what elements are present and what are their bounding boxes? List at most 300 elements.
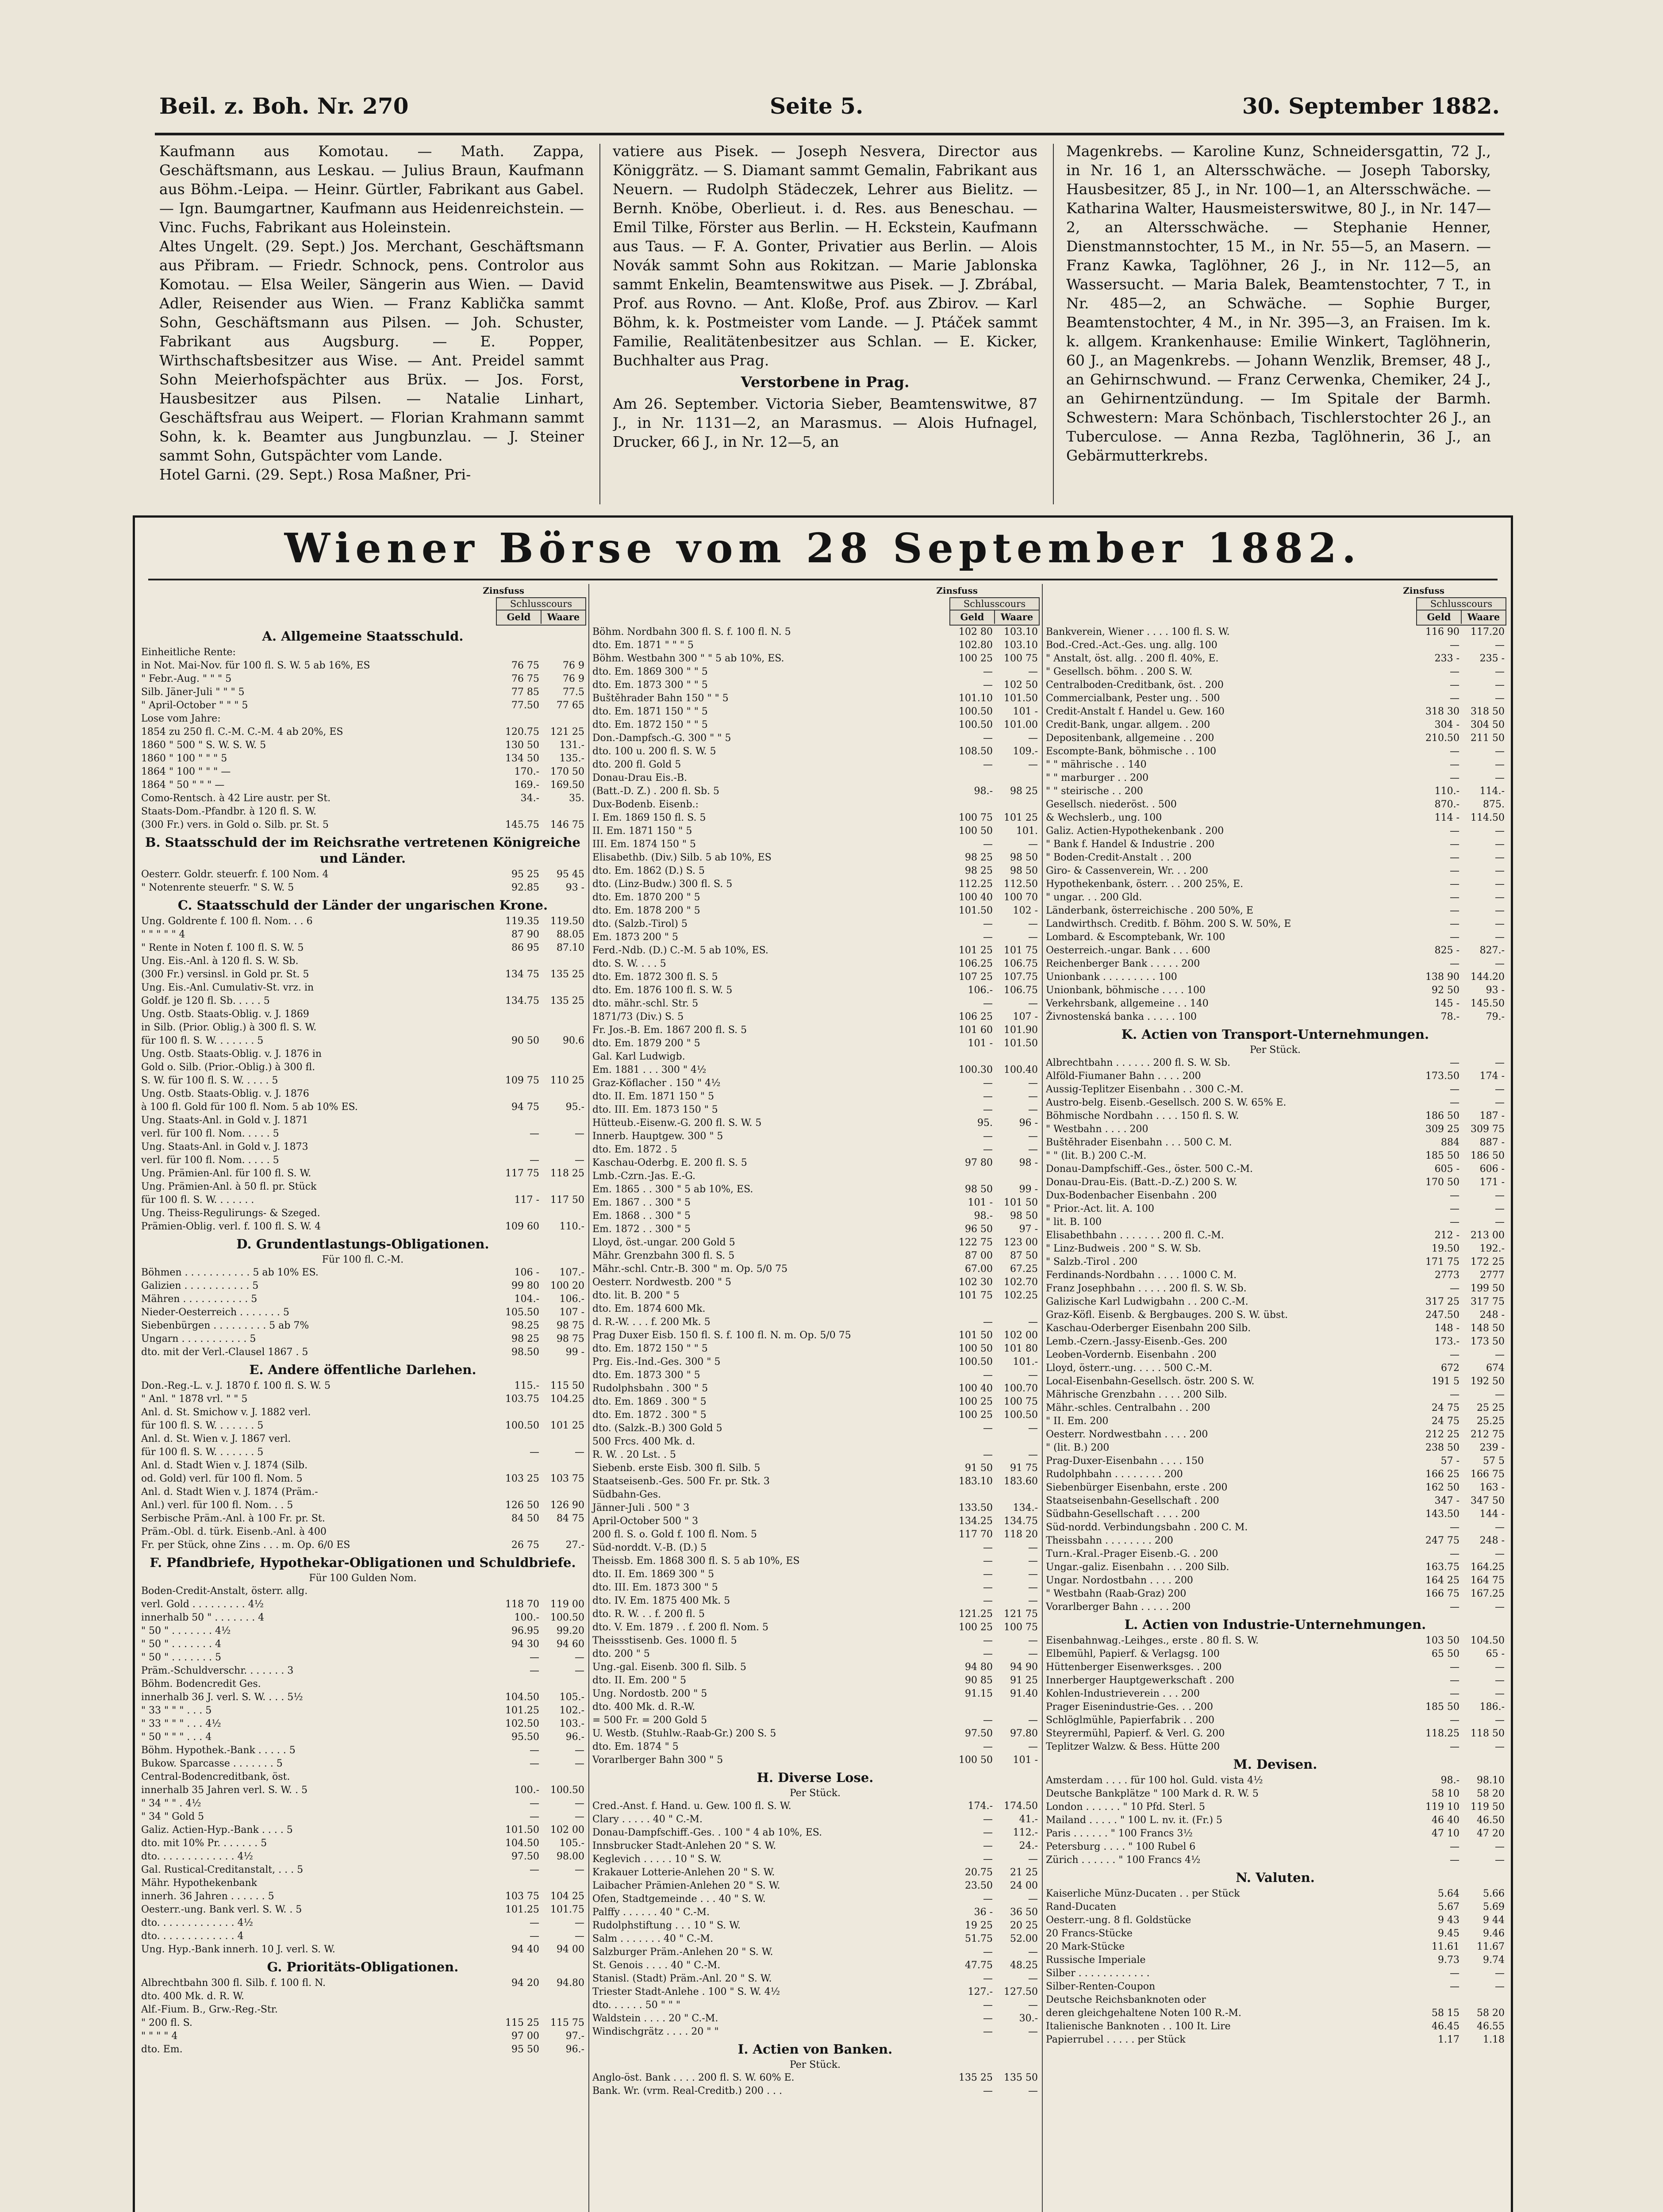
geld-value: — (1450, 1522, 1459, 1533)
waare-value: 9.74 (1483, 1955, 1505, 1966)
geld-value (950, 798, 995, 811)
waare-value: — (1028, 1854, 1038, 1865)
security-name: dto. S. W. . . . 5 (592, 958, 666, 969)
table-row (591, 679, 1040, 692)
security-name: " " " " " 4 (141, 929, 185, 940)
table-row (1044, 1940, 1506, 1954)
table-row (591, 1395, 1040, 1409)
geld-value: 5.64 (1438, 1888, 1459, 1899)
waare-value: 5.66 (1483, 1888, 1505, 1899)
waare-value: — (1495, 1981, 1505, 1992)
table-row (139, 1810, 586, 1824)
waare-value: 186.- (1479, 1701, 1505, 1713)
schlusscours-label: Schlusscours (950, 598, 1039, 611)
table-row (591, 1594, 1040, 1608)
waare-value: 127.50 (1004, 1986, 1038, 1997)
bourse-column-3 (1044, 584, 1506, 2212)
waare-value: 76 9 (563, 660, 584, 671)
table-row (139, 1585, 586, 1598)
waare-value: 95 45 (557, 869, 584, 880)
waare-value: 148 50 (1471, 1323, 1505, 1334)
table-row (1044, 838, 1506, 851)
geld-value: 101 60 (959, 1025, 993, 1036)
waare-value: 166 75 (1471, 1469, 1505, 1480)
security-name: Em. 1881 . . . 300 " 4½ (592, 1064, 707, 1075)
table-row (139, 1678, 586, 1691)
table-row (1044, 1587, 1506, 1601)
security-name: Graz-Köfl. Eisenb. & Bergbauges. 200 S. W. übst. (1046, 1310, 1288, 1321)
geld-value: 98.- (1440, 1775, 1459, 1786)
waare-value: 119 50 (1471, 1801, 1505, 1813)
table-row (591, 1342, 1040, 1356)
geld-value: 672 (1441, 1363, 1459, 1374)
waare-value: 115 75 (550, 2017, 584, 2028)
geld-value: — (1450, 680, 1459, 691)
geld-value: 90 85 (965, 1675, 993, 1686)
table-row (139, 1598, 586, 1611)
geld-value: 117 75 (505, 1168, 539, 1179)
waare-value: — (1495, 1084, 1505, 1095)
geld-value: 95. (977, 1118, 993, 1129)
security-name: Innerberger Hauptgewerkschaft . 200 (1046, 1675, 1234, 1686)
waare-value: 94 90 (1010, 1662, 1038, 1673)
geld-value: 605 - (1434, 1164, 1459, 1175)
waare-value (542, 646, 586, 659)
geld-value: — (1450, 1741, 1459, 1752)
security-name: Credit-Anstalt f. Handel u. Gew. 160 (1046, 706, 1225, 717)
table-row (139, 1406, 586, 1419)
geld-value: — (1450, 932, 1459, 943)
waare-value: 235 - (1479, 653, 1505, 664)
security-name: Unionbank, böhmische . . . . 100 (1046, 985, 1206, 996)
waare-value (995, 1302, 1040, 1316)
security-name: " Anl. " 1878 vrl. " " 5 (141, 1394, 248, 1405)
column-divider (1053, 144, 1054, 504)
security-name: innerhalb 50 " . . . . . . . 4 (141, 1612, 265, 1623)
security-name: Oesterr. Nordwestb. 200 " 5 (592, 1277, 732, 1288)
table-row (591, 1103, 1040, 1117)
security-name: Em. 1872 . . 300 " 5 (592, 1224, 691, 1235)
geld-value: — (983, 1595, 993, 1606)
waare-value: 90.6 (563, 1035, 584, 1046)
waare-value: — (1028, 1423, 1038, 1434)
waare-value: 114.50 (1471, 812, 1505, 823)
waare-value: 48.25 (1010, 1960, 1038, 1971)
waare-value: 167.25 (1471, 1588, 1505, 1599)
geld-value: — (1450, 1715, 1459, 1726)
table-row (591, 851, 1040, 864)
section-heading: L. Actien von Industrie-Unternehmungen. (1124, 1617, 1426, 1632)
geld-value: — (983, 1091, 993, 1102)
waare-value: 79.- (1486, 1011, 1505, 1022)
table-row (1044, 1740, 1506, 1754)
table-row (591, 1316, 1040, 1329)
waare-value (542, 1525, 586, 1539)
security-name: Ungar.-galiz. Eisenbahn . . . 200 Silb. (1046, 1562, 1229, 1573)
table-row (1044, 798, 1506, 811)
table-row (139, 1154, 586, 1167)
table-row (139, 1048, 586, 1061)
table-row (591, 1879, 1040, 1893)
security-name: Teplitzer Walzw. & Bess. Hütte 200 (1046, 1741, 1220, 1752)
geld-value: 103 25 (505, 1473, 539, 1484)
security-name: Alföld-Fiumaner Bahn . . . . 200 (1046, 1071, 1201, 1082)
table-row (1044, 1468, 1506, 1481)
table-row (591, 626, 1040, 639)
waare-value (542, 1432, 586, 1446)
table-row (1044, 1714, 1506, 1727)
waare-value: 9 44 (1483, 1915, 1505, 1926)
security-name: dto. 400 Mk. d. R. W. (141, 1991, 244, 2002)
security-name: dto. (Salzb.-Tirol) 5 (592, 918, 687, 929)
geld-value: 318 30 (1425, 706, 1459, 717)
table-row (591, 1754, 1040, 1767)
table-row (1044, 1814, 1506, 1827)
security-name: Länderbank, österreichische . 200 50%, E (1046, 905, 1253, 916)
waare-value: 91.40 (1010, 1688, 1038, 1699)
geld-value: — (983, 733, 993, 744)
geld-value: — (983, 1317, 993, 1328)
table-row (1044, 825, 1506, 838)
security-name: Galiz. Actien-Hypothekenbank . 200 (1046, 826, 1224, 837)
security-name: dto. Em. 1876 100 fl. S. W. 5 (592, 985, 733, 996)
security-name: " ungar. . . 200 Gld. (1046, 892, 1142, 903)
security-name: Keglevich . . . . . 10 " S. W. (592, 1854, 722, 1865)
waare-value: 87.10 (557, 942, 584, 953)
security-name: in Not. Mai-Nov. für 100 fl. S. W. 5 ab 16%, ES (141, 660, 370, 671)
security-name: dto. Em. 1862 (D.) S. 5 (592, 865, 705, 876)
waare-value (995, 1170, 1040, 1183)
geld-value: 58 10 (1432, 1788, 1459, 1799)
geld-label: Geld (497, 611, 542, 624)
security-name: Ung. Eis.-Anl. à 120 fl. S. W. Sb. (141, 956, 299, 967)
table-row (139, 1877, 586, 1890)
table-row (591, 1932, 1040, 1946)
news-text: vatiere aus Pisek. — Joseph Nesvera, Director aus Königgrätz. — S. Diamant sammt Gemalin, Fabrikant aus Neuern. — Rudolph Städeczek, Lehrer aus Bielitz. — Bernh. Knöbe, Oberlieut. i. d. Res. aus Beneschau. — Emil Tilke, Förster aus Berlin. — H. Eckstein, Kaufmann aus Taus. — F. A. Gonter, Privatier aus Berlin. — Alois Novák sammt Sohn aus Rokitzan. — Marie Jablonska sammt Enkelin, Beamtenswitwe aus Pisek. — J. Zbrábal, Prof. aus Rovno. — Ant. Kloße, Prof. aus Zbirov. — Karl Böhm, k. k. Postmeister vom Lande. — J. Ptáček sammt Familie, Realitätenbesitzer aus Schlan. — E. Kicker, Buchhalter aus Prag. (613, 142, 1037, 369)
geld-value (950, 1701, 995, 1714)
security-name: 1860 " 100 " " " 5 (141, 753, 227, 764)
waare-value: 99 - (565, 1347, 584, 1358)
security-name: Kaschau-Oderberger Eisenbahn 200 Silb. (1046, 1323, 1251, 1334)
security-name: Laibacher Prämien-Anlehen 20 " S. W. (592, 1880, 780, 1891)
security-name: Central-Bodencreditbank, öst. (141, 1771, 290, 1782)
schlusscours-label: Schlusscours (497, 598, 585, 611)
geld-value (497, 1432, 542, 1446)
security-name: Siebenbürgen . . . . . . . . . 5 ab 7% (141, 1320, 309, 1331)
bourse-column-1 (139, 584, 586, 2212)
table-row (591, 1893, 1040, 1906)
table-row (1044, 772, 1506, 785)
geld-value: 101.50 (505, 1824, 539, 1836)
security-name: Ung. Ostb. Staats-Oblig. v. J. 1869 (141, 1009, 309, 1020)
table-row (139, 1333, 586, 1346)
waare-value: 20 25 (1010, 1920, 1038, 1931)
security-name: Stanisl. (Stadt) Präm.-Anl. 20 " S. W. (592, 1973, 772, 1984)
table-row (591, 1050, 1040, 1064)
table-row (1044, 705, 1506, 718)
table-row (591, 1999, 1040, 2012)
waare-value: — (1028, 1715, 1038, 1726)
waare-value: 100.50 (550, 1785, 584, 1796)
geld-value: — (1450, 1084, 1459, 1095)
waare-value: 144.20 (1471, 972, 1505, 983)
security-name: Oesterr.-ung. 8 fl. Goldstücke (1046, 1915, 1191, 1926)
geld-value: 1.17 (1438, 2034, 1459, 2045)
geld-value: — (1450, 1190, 1459, 1201)
security-name: dto. Em. 1872 150 " " 5 (592, 719, 708, 730)
security-name: in Silb. (Prior. Oblig.) à 300 fl. S. W. (141, 1022, 317, 1033)
security-name: dto. Em. 1869 . 300 " 5 (592, 1396, 707, 1407)
waare-value: 96.- (565, 1732, 584, 1743)
geld-value: 317 25 (1425, 1296, 1459, 1307)
waare-value (542, 1207, 586, 1220)
security-name: für 100 fl. S. W. . . . . . . 5 (141, 1035, 264, 1046)
table-row (1044, 1674, 1506, 1687)
column-divider (1042, 584, 1043, 2212)
waare-value: — (1028, 1947, 1038, 1958)
security-name: Böhm. Nordbahn 300 fl. S. f. 100 fl. N. 5 (592, 626, 791, 637)
news-text: Altes Ungelt. (29. Sept.) Jos. Merchant, Geschäftsmann aus Přibram. — Friedr. Schnock, pens. Controlor aus Komotau. — Elsa Weiler, Sängerin aus Wien. — David Adler, Reisender aus Wien. — Franz Kablička sammt Sohn, Geschäftsmann aus Pilsen. — Joh. Schuster, Fabrikant aus Augsburg. — E. Popper, Wirthschaftsbesitzer aus Wise. — Ant. Preidel sammt Sohn Meierhofspächter aus Brüx. — Jos. Forst, Hausbesitzer aus Pilsen. — Natalie Linhart, Geschäftsfrau aus Weipert. — Florian Krahmann sammt Sohn, k. k. Beamter aus Jungbunzlau. — J. Steiner sammt Sohn, Gutspächter vom Lande. (159, 238, 584, 464)
table-row (1044, 1901, 1506, 1914)
waare-value (542, 955, 586, 968)
waare-value: 309 75 (1471, 1124, 1505, 1135)
waare-value: 119 00 (550, 1599, 584, 1610)
table-row (1044, 1927, 1506, 1940)
table-row (139, 1293, 586, 1306)
page-header (159, 93, 1500, 124)
geld-value (950, 1435, 995, 1448)
table-row (139, 1346, 586, 1359)
table-row (1044, 1687, 1506, 1701)
geld-value (497, 1180, 542, 1194)
geld-value: 186 50 (1425, 1110, 1459, 1121)
geld-value: 148 - (1434, 1323, 1459, 1334)
geld-value (497, 1021, 542, 1034)
security-name: Lose vom Jahre: (141, 713, 221, 724)
table-row (1044, 1282, 1506, 1295)
waare-value: 145.50 (1471, 998, 1505, 1009)
waare-value: 103.- (559, 1718, 584, 1729)
geld-value: 36 - (974, 1907, 993, 1918)
table-row (139, 2043, 586, 2056)
geld-value: 162 50 (1425, 1482, 1459, 1493)
waare-value: 94 00 (557, 1944, 584, 1955)
waare-value: — (575, 1864, 584, 1875)
column-divider (588, 584, 589, 2212)
table-row (1044, 957, 1506, 971)
security-name: Fr. per Stück, ohne Zins . . . m. Op. 6/0 ES (141, 1540, 350, 1551)
table-row (591, 1276, 1040, 1289)
waare-value: 98 75 (557, 1320, 584, 1331)
waare-value: 102 - (1013, 905, 1038, 916)
waare-value: — (1028, 1973, 1038, 1984)
table-row (1044, 1455, 1506, 1468)
security-name: dto. Em. 1872 . 5 (592, 1144, 677, 1155)
table-row (591, 1906, 1040, 1919)
table-row (591, 1183, 1040, 1196)
waare-value: 109.- (1013, 746, 1038, 757)
security-name: 500 Frcs. 400 Mk. d. (592, 1436, 695, 1447)
security-name: Salzburger Präm.-Anlehen 20 " S. W. (592, 1947, 773, 1958)
table-row (591, 1740, 1040, 1754)
security-name: Petersburg . . . . " 100 Rubel 6 (1046, 1841, 1196, 1852)
table-row (139, 1704, 586, 1717)
geld-value: — (983, 1715, 993, 1726)
security-name: Palffy . . . . . . 40 " C.-M. (592, 1907, 710, 1918)
waare-value: 135.- (559, 753, 584, 764)
geld-value: 115.- (514, 1380, 539, 1391)
security-name: 1864 " 100 " " " — (141, 766, 231, 777)
waare-value: 110.- (559, 1221, 584, 1232)
waare-value: 102 00 (550, 1824, 584, 1836)
table-row (1044, 1176, 1506, 1189)
table-row (139, 1525, 586, 1539)
geld-value: — (1450, 826, 1459, 837)
security-name: Hüttenberger Eisenwerksges. . 200 (1046, 1662, 1222, 1673)
geld-value: 212 - (1434, 1230, 1459, 1241)
waare-value: 875. (1483, 799, 1505, 810)
geld-value: 825 - (1434, 945, 1459, 956)
security-name: Živnostenská banka . . . . . 100 (1046, 1011, 1197, 1022)
security-name: Buštěhrader Eisenbahn . . . 500 C. M. (1046, 1137, 1232, 1148)
waare-value: — (1028, 1635, 1038, 1646)
security-name: Jänner-Juli . 500 " 3 (592, 1502, 690, 1513)
table-row (591, 1302, 1040, 1316)
waare-value: — (1028, 759, 1038, 770)
geld-value: 103 50 (1425, 1635, 1459, 1646)
waare-value (542, 1114, 586, 1127)
geld-value: — (983, 1947, 993, 1958)
header-page: Seite 5. (770, 93, 864, 119)
geld-value: — (983, 932, 993, 943)
geld-value (497, 1141, 542, 1154)
table-row (1044, 679, 1506, 692)
table-row (1044, 1481, 1506, 1494)
waare-value: — (1028, 1104, 1038, 1115)
geld-value: — (983, 1555, 993, 1567)
geld-value: — (983, 1648, 993, 1659)
table-row (591, 1263, 1040, 1276)
table-row (139, 1127, 586, 1141)
table-row (1044, 1402, 1506, 1415)
table-row (139, 1990, 586, 2003)
news-heading: Verstorbene in Prag. (741, 373, 910, 391)
security-name: Graz-Köflacher . 150 " 4½ (592, 1078, 721, 1089)
security-name: III. Em. 1874 150 " 5 (592, 839, 696, 850)
table-row (591, 1090, 1040, 1103)
security-name: Albrechtbahn 300 fl. Silb. f. 100 fl. N. (141, 1978, 326, 1989)
waare-value: — (575, 1798, 584, 1809)
waare-value: 11.67 (1477, 1941, 1505, 1952)
geld-value: 108.50 (959, 746, 993, 757)
geld-value: — (1450, 1981, 1459, 1992)
geld-value: — (983, 1542, 993, 1553)
geld-value: 100.50 (959, 719, 993, 730)
waare-value: 67.25 (1010, 1263, 1038, 1275)
geld-value: 19.50 (1432, 1243, 1459, 1254)
table-row (591, 1289, 1040, 1302)
geld-value: 34.- (520, 793, 539, 804)
table-row (591, 1972, 1040, 1985)
table-row (139, 1731, 586, 1744)
security-name: Bankverein, Wiener . . . . 100 fl. S. W. (1046, 626, 1230, 637)
waare-value (995, 772, 1040, 785)
table-row (1044, 1634, 1506, 1647)
geld-value: 134.25 (959, 1516, 993, 1527)
security-name: dto. 100 u. 200 fl. S. W. 5 (592, 746, 716, 757)
table-row (591, 891, 1040, 904)
table-row (591, 1541, 1040, 1555)
waare-value: 174.50 (1004, 1801, 1038, 1812)
geld-value (497, 1990, 542, 2003)
geld-value: 122 75 (959, 1237, 993, 1248)
waare-value: — (1495, 1675, 1505, 1686)
table-row (591, 1329, 1040, 1342)
geld-value: 133.50 (959, 1502, 993, 1513)
waare-value: 121 75 (1004, 1609, 1038, 1620)
geld-value: 9.45 (1438, 1928, 1459, 1939)
waare-value: — (575, 1128, 584, 1139)
geld-value: — (983, 1827, 993, 1838)
table-row (1044, 1123, 1506, 1136)
table-row (591, 1866, 1040, 1879)
waare-value (542, 805, 586, 818)
waare-value: — (1495, 1855, 1505, 1866)
table-row (591, 1608, 1040, 1621)
security-name: Ung. Hyp.-Bank innerh. 10 J. verl. S. W. (141, 1944, 335, 1955)
geld-value: — (983, 759, 993, 770)
security-name: Em. 1873 200 " 5 (592, 932, 678, 943)
waare-value (995, 1435, 1040, 1448)
geld-value (497, 1678, 542, 1691)
geld-value: — (530, 1917, 539, 1928)
geld-value: 166 75 (1425, 1588, 1459, 1599)
column-divider (599, 144, 600, 504)
security-name: " 50 " . . . . . . . 5 (141, 1652, 222, 1663)
security-name: d. R.-W. . . . f. 200 Mk. 5 (592, 1317, 711, 1328)
table-row (591, 825, 1040, 838)
geld-value (497, 1770, 542, 1784)
geld-value: 101 - (968, 1197, 993, 1208)
security-name: Cred.-Anst. f. Hand. u. Gew. 100 fl. S. W. (592, 1801, 791, 1812)
bourse-table (133, 515, 1513, 2212)
section-heading: C. Staatsschuld der Länder der ungarischen Krone. (177, 898, 548, 913)
geld-value: 9.73 (1438, 1955, 1459, 1966)
waare-value: 98 50 (1010, 1210, 1038, 1221)
waare-value: 119.50 (550, 916, 584, 927)
geld-value: 20.75 (965, 1867, 993, 1878)
security-name: Böhm. Bodencredit Ges. (141, 1678, 261, 1690)
geld-value: — (1450, 759, 1459, 770)
waare-value: 77 65 (557, 700, 584, 711)
geld-value: 76 75 (511, 660, 539, 671)
security-name: (300 Fr.) vers. in Gold o. Silb. pr. St. 5 (141, 819, 329, 830)
geld-value (497, 2003, 542, 2016)
table-row (139, 968, 586, 981)
geld-value: 47.75 (965, 1960, 993, 1971)
table-row (139, 1279, 586, 1293)
waare-value: 58 20 (1477, 1788, 1505, 1799)
table-row (139, 1379, 586, 1393)
table-row (591, 1117, 1040, 1130)
table-row (591, 1661, 1040, 1674)
security-name: Anl.) verl. für 100 fl. Nom. . . 5 (141, 1500, 293, 1511)
geld-value: 101 25 (959, 945, 993, 956)
waare-value: 100.40 (1004, 1064, 1038, 1075)
geld-value: — (1450, 772, 1459, 783)
security-name: Ung. Prämien-Anl. für 100 fl. S. W. (141, 1168, 311, 1179)
waare-value: — (1495, 680, 1505, 691)
